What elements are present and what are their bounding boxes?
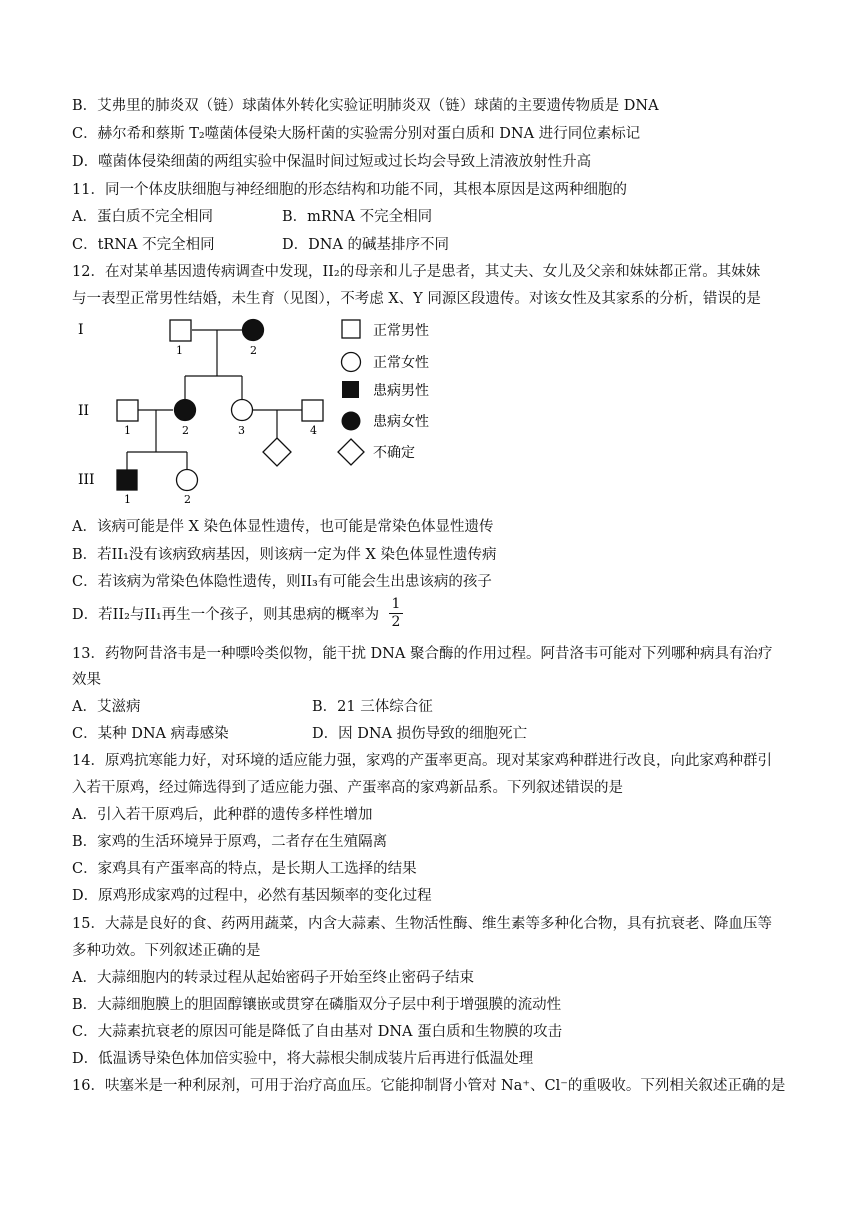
q15-option-a: A．大蒜细胞内的转录过程从起始密码子开始至终止密码子结束 (72, 970, 474, 986)
legend-affected-male-icon (342, 381, 359, 398)
q10-option-d: D．噬菌体侵染细菌的两组实验中保温时间过短或过长均会导致上清液放射性升高 (72, 154, 592, 170)
pedigree-iii1-label: 1 (124, 493, 131, 506)
q11-option-a: A．蛋白质不完全相同 (72, 209, 213, 225)
legend-normal-female-icon (342, 353, 361, 372)
generation-label-i: I (78, 322, 84, 338)
q14-option-b: B．家鸡的生活环境异于原鸡，二者存在生殖隔离 (72, 834, 388, 850)
pedigree-ii4-normal-male (302, 400, 323, 421)
q13-option-a: A．艾滋病 (72, 699, 141, 715)
q14-stem-line1: 14．原鸡抗寒能力好，对环境的适应能力强，家鸡的产蛋率更高。现对某家鸡种群进行改良，向此家鸡种群引 (72, 753, 772, 769)
pedigree-ii1-normal-male (117, 400, 138, 421)
pedigree-iii2-label: 2 (184, 493, 191, 506)
q13-option-b: B．21 三体综合征 (312, 699, 433, 715)
q11-option-b: B．mRNA 不完全相同 (282, 209, 433, 225)
q11-stem: 11．同一个体皮肤细胞与神经细胞的形态结构和功能不同，其根本原因是这两种细胞的 (72, 182, 627, 198)
q11-option-d: D．DNA 的碱基排序不同 (282, 237, 450, 253)
q10-option-b: B．艾弗里的肺炎双（链）球菌体外转化实验证明肺炎双（链）球菌的主要遗传物质是 DNA (72, 98, 659, 114)
q15-stem-line1: 15．大蒜是良好的食、药两用蔬菜，内含大蒜素、生物活性酶、维生素等多种化合物，具有抗衰老、降血压等 (72, 916, 772, 932)
pedigree-iii2-normal-female (177, 470, 198, 491)
legend-normal-male: 正常男性 (373, 323, 429, 339)
fraction-numerator: 1 (389, 596, 403, 614)
probability-fraction (389, 596, 403, 631)
pedigree-ii2-label: 2 (182, 424, 189, 437)
pedigree-i2-affected-female (243, 320, 264, 341)
pedigree-i1-normal-male (170, 320, 191, 341)
pedigree-ii1-label: 1 (124, 424, 131, 437)
legend-normal-female: 正常女性 (373, 355, 429, 371)
q12-stem-line2: 与一表型正常男性结婚，未生育（见图），不考虑 X、Y 同源区段遗传。对该女性及其家系的分析，错误的是 (72, 291, 761, 307)
legend-affected-female-icon (342, 412, 361, 431)
q14-option-d: D．原鸡形成家鸡的过程中，必然有基因频率的变化过程 (72, 888, 432, 904)
legend-uncertain: 不确定 (373, 445, 415, 461)
q14-stem-line2: 入若干原鸡，经过筛选得到了适应能力强、产蛋率高的家鸡新品系。下列叙述错误的是 (72, 780, 623, 796)
q13-option-c: C．某种 DNA 病毒感染 (72, 726, 229, 742)
fraction-denominator: 2 (391, 614, 401, 630)
pedigree-ii4-label: 4 (310, 424, 317, 437)
legend-normal-male-icon (342, 320, 360, 338)
pedigree-ii2-affected-female (175, 400, 196, 421)
legend-affected-male: 患病男性 (373, 383, 429, 399)
pedigree-chart (70, 312, 440, 512)
pedigree-legend (338, 320, 429, 465)
q12-option-c: C．若该病为常染色体隐性遗传，则II₃有可能会生出患该病的孩子 (72, 574, 492, 590)
q16-stem: 16．呋塞米是一种利尿剂，可用于治疗高血压。它能抑制肾小管对 Na⁺、Cl⁻的重吸收。下列相关叙述正确的是 (72, 1078, 786, 1094)
generation-label-iii: III (78, 472, 95, 488)
q13-option-d: D．因 DNA 损伤导致的细胞死亡 (312, 726, 528, 742)
q13-stem-line2: 效果 (72, 672, 101, 688)
q15-option-b: B．大蒜细胞膜上的胆固醇镶嵌或贯穿在磷脂双分子层中利于增强膜的流动性 (72, 997, 562, 1013)
q10-option-c: C．赫尔希和蔡斯 T₂噬菌体侵染大肠杆菌的实验需分别对蛋白质和 DNA 进行同位素标记 (72, 126, 641, 142)
q12-option-a: A．该病可能是伴 X 染色体显性遗传，也可能是常染色体显性遗传 (72, 519, 494, 535)
q13-stem-line1: 13．药物阿昔洛韦是一种嘌呤类似物，能干扰 DNA 聚合酶的作用过程。阿昔洛韦可能对下列哪种病具有治疗 (72, 646, 773, 662)
q14-option-a: A．引入若干原鸡后，此种群的遗传多样性增加 (72, 807, 373, 823)
q12-option-d: D．若II₂与II₁再生一个孩子，则其患病的概率为 (72, 607, 380, 623)
q15-option-d: D．低温诱导染色体加倍实验中，将大蒜根尖制成装片后再进行低温处理 (72, 1051, 534, 1067)
pedigree-ii3-normal-female (232, 400, 253, 421)
pedigree-i2-label: 2 (250, 344, 257, 357)
q14-option-c: C．家鸡具有产蛋率高的特点，是长期人工选择的结果 (72, 861, 417, 877)
legend-uncertain-icon (338, 439, 364, 465)
pedigree-ii-child-uncertain (263, 438, 291, 466)
legend-affected-female: 患病女性 (373, 414, 429, 430)
generation-label-ii: II (78, 403, 90, 419)
q11-option-c: C．tRNA 不完全相同 (72, 237, 215, 253)
q15-option-c: C．大蒜素抗衰老的原因可能是降低了自由基对 DNA 蛋白质和生物膜的攻击 (72, 1024, 563, 1040)
pedigree-ii3-label: 3 (238, 424, 245, 437)
pedigree-i1-label: 1 (176, 344, 183, 357)
q12-stem-line1: 12．在对某单基因遗传病调查中发现，II₂的母亲和儿子是患者，其丈夫、女儿及父亲和妹妹都正常。其妹妹 (72, 264, 761, 280)
q15-stem-line2: 多种功效。下列叙述正确的是 (72, 943, 261, 959)
q12-option-b: B．若II₁没有该病致病基因，则该病一定为伴 X 染色体显性遗传病 (72, 547, 497, 563)
pedigree-iii1-affected-male (117, 470, 137, 490)
